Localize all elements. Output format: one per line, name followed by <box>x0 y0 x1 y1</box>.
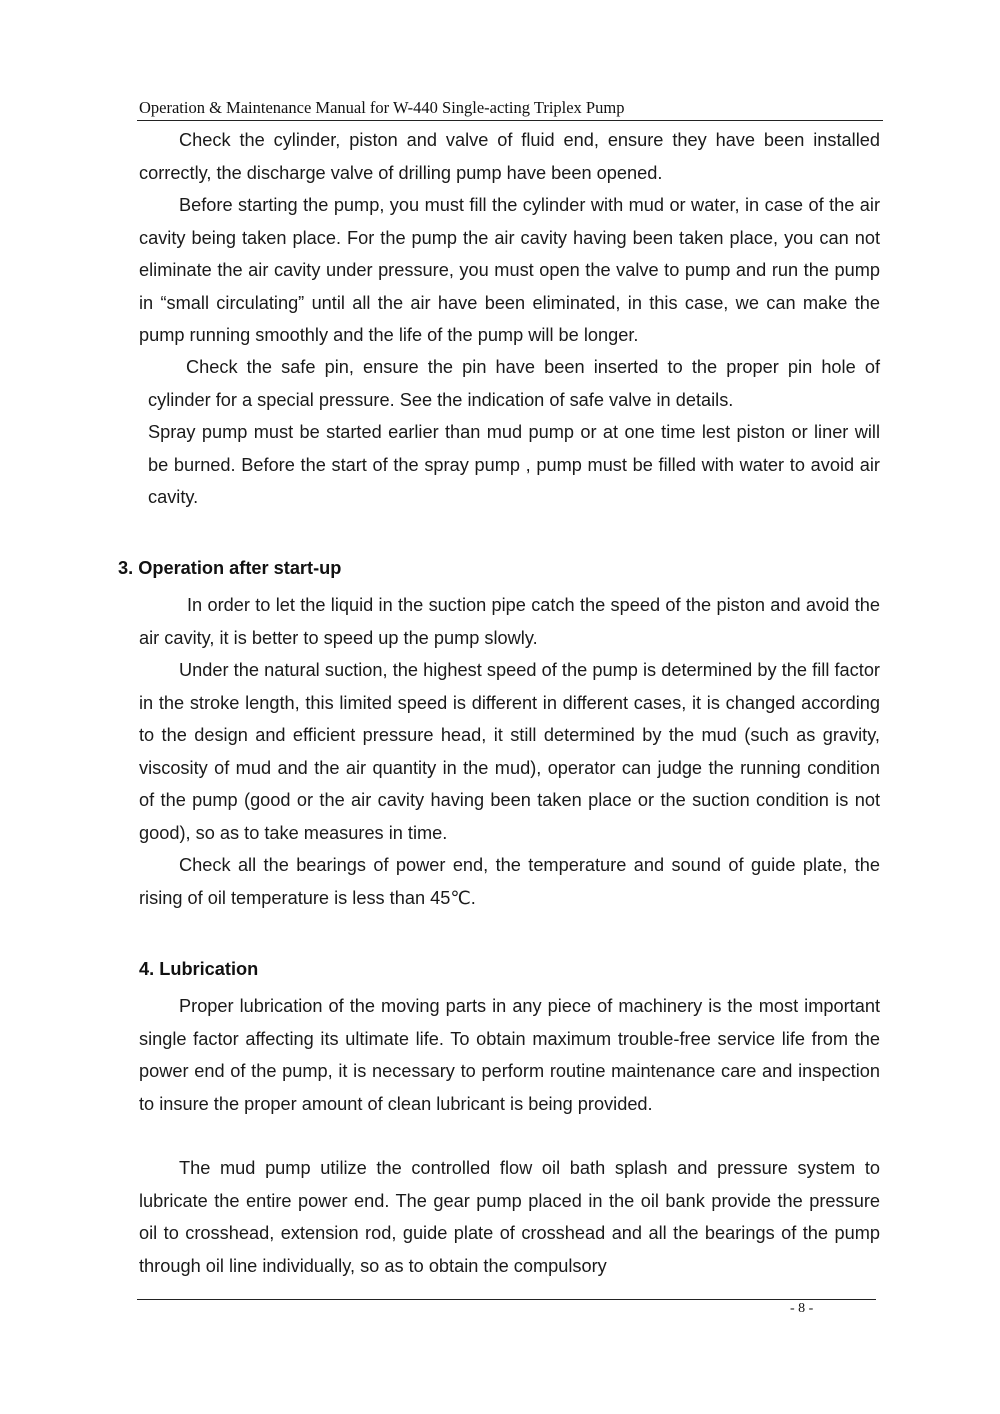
paragraph-check-cylinder: Check the cylinder, piston and valve of fluid end, ensure they have been installed correctly, the discharge valve of drilling pump have been opened. <box>139 130 880 183</box>
page-number: - 8 - <box>790 1301 814 1316</box>
running-header: Operation & Maintenance Manual for W-440 Single-acting Triplex Pump <box>139 98 625 117</box>
section-heading-operation-after-start-up: 3. Operation after start-up <box>118 558 342 578</box>
header-rule <box>137 120 883 121</box>
paragraph-natural-suction: Under the natural suction, the highest speed of the pump is determined by the fill factor in the stroke length, this limited speed is different in different cases, it is changed according to the design and efficient pressure head, it still determined by the mud (such as gravity, viscosity of mud and the air quantity in the mud), operator can judge the running condition of the pump (good or the air cavity having been taken place or the suction condition is not good), so as to take measures in time. <box>139 660 880 843</box>
paragraph-oil-bath-system: The mud pump utilize the controlled flow oil bath splash and pressure system to lubricate the entire power end. The gear pump placed in the oil bank provide the pressure oil to crosshead, extension rod, guide plate of crosshead and all the bearings of the pump through oil line individually, so as to obtain the compulsory <box>139 1158 880 1276</box>
paragraph-before-starting: Before starting the pump, you must fill the cylinder with mud or water, in case of the air cavity being taken place. For the pump the air cavity having been taken place, you can not eliminate the air cavity under pressure, you must open the valve to pump and run the pump in “small circulating” until all the air have been eliminated, in this case, we can make the pump running smoothly and the life of the pump will be longer. <box>139 195 880 345</box>
section-heading-lubrication: 4. Lubrication <box>139 959 259 979</box>
paragraph-check-bearings: Check all the bearings of power end, the temperature and sound of guide plate, the rising of oil temperature is less than 45℃. <box>139 855 880 908</box>
footer-rule <box>137 1299 876 1300</box>
paragraph-speed-up-slowly: In order to let the liquid in the suction pipe catch the speed of the piston and avoid the air cavity, it is better to speed up the pump slowly. <box>139 595 880 648</box>
paragraph-safe-pin: Check the safe pin, ensure the pin have been inserted to the proper pin hole of cylinder for a special pressure. See the indication of safe valve in details. <box>148 357 880 410</box>
paragraph-spray-pump: Spray pump must be started earlier than mud pump or at one time lest piston or liner will be burned. Before the start of the spray pump , pump must be filled with water to avoid air cavity. <box>148 422 880 507</box>
paragraph-proper-lubrication: Proper lubrication of the moving parts in any piece of machinery is the most important single factor affecting its ultimate life. To obtain maximum trouble-free service life from the power end of the pump, it is necessary to perform routine maintenance care and inspection to insure the proper amount of clean lubricant is being provided. <box>139 996 880 1114</box>
